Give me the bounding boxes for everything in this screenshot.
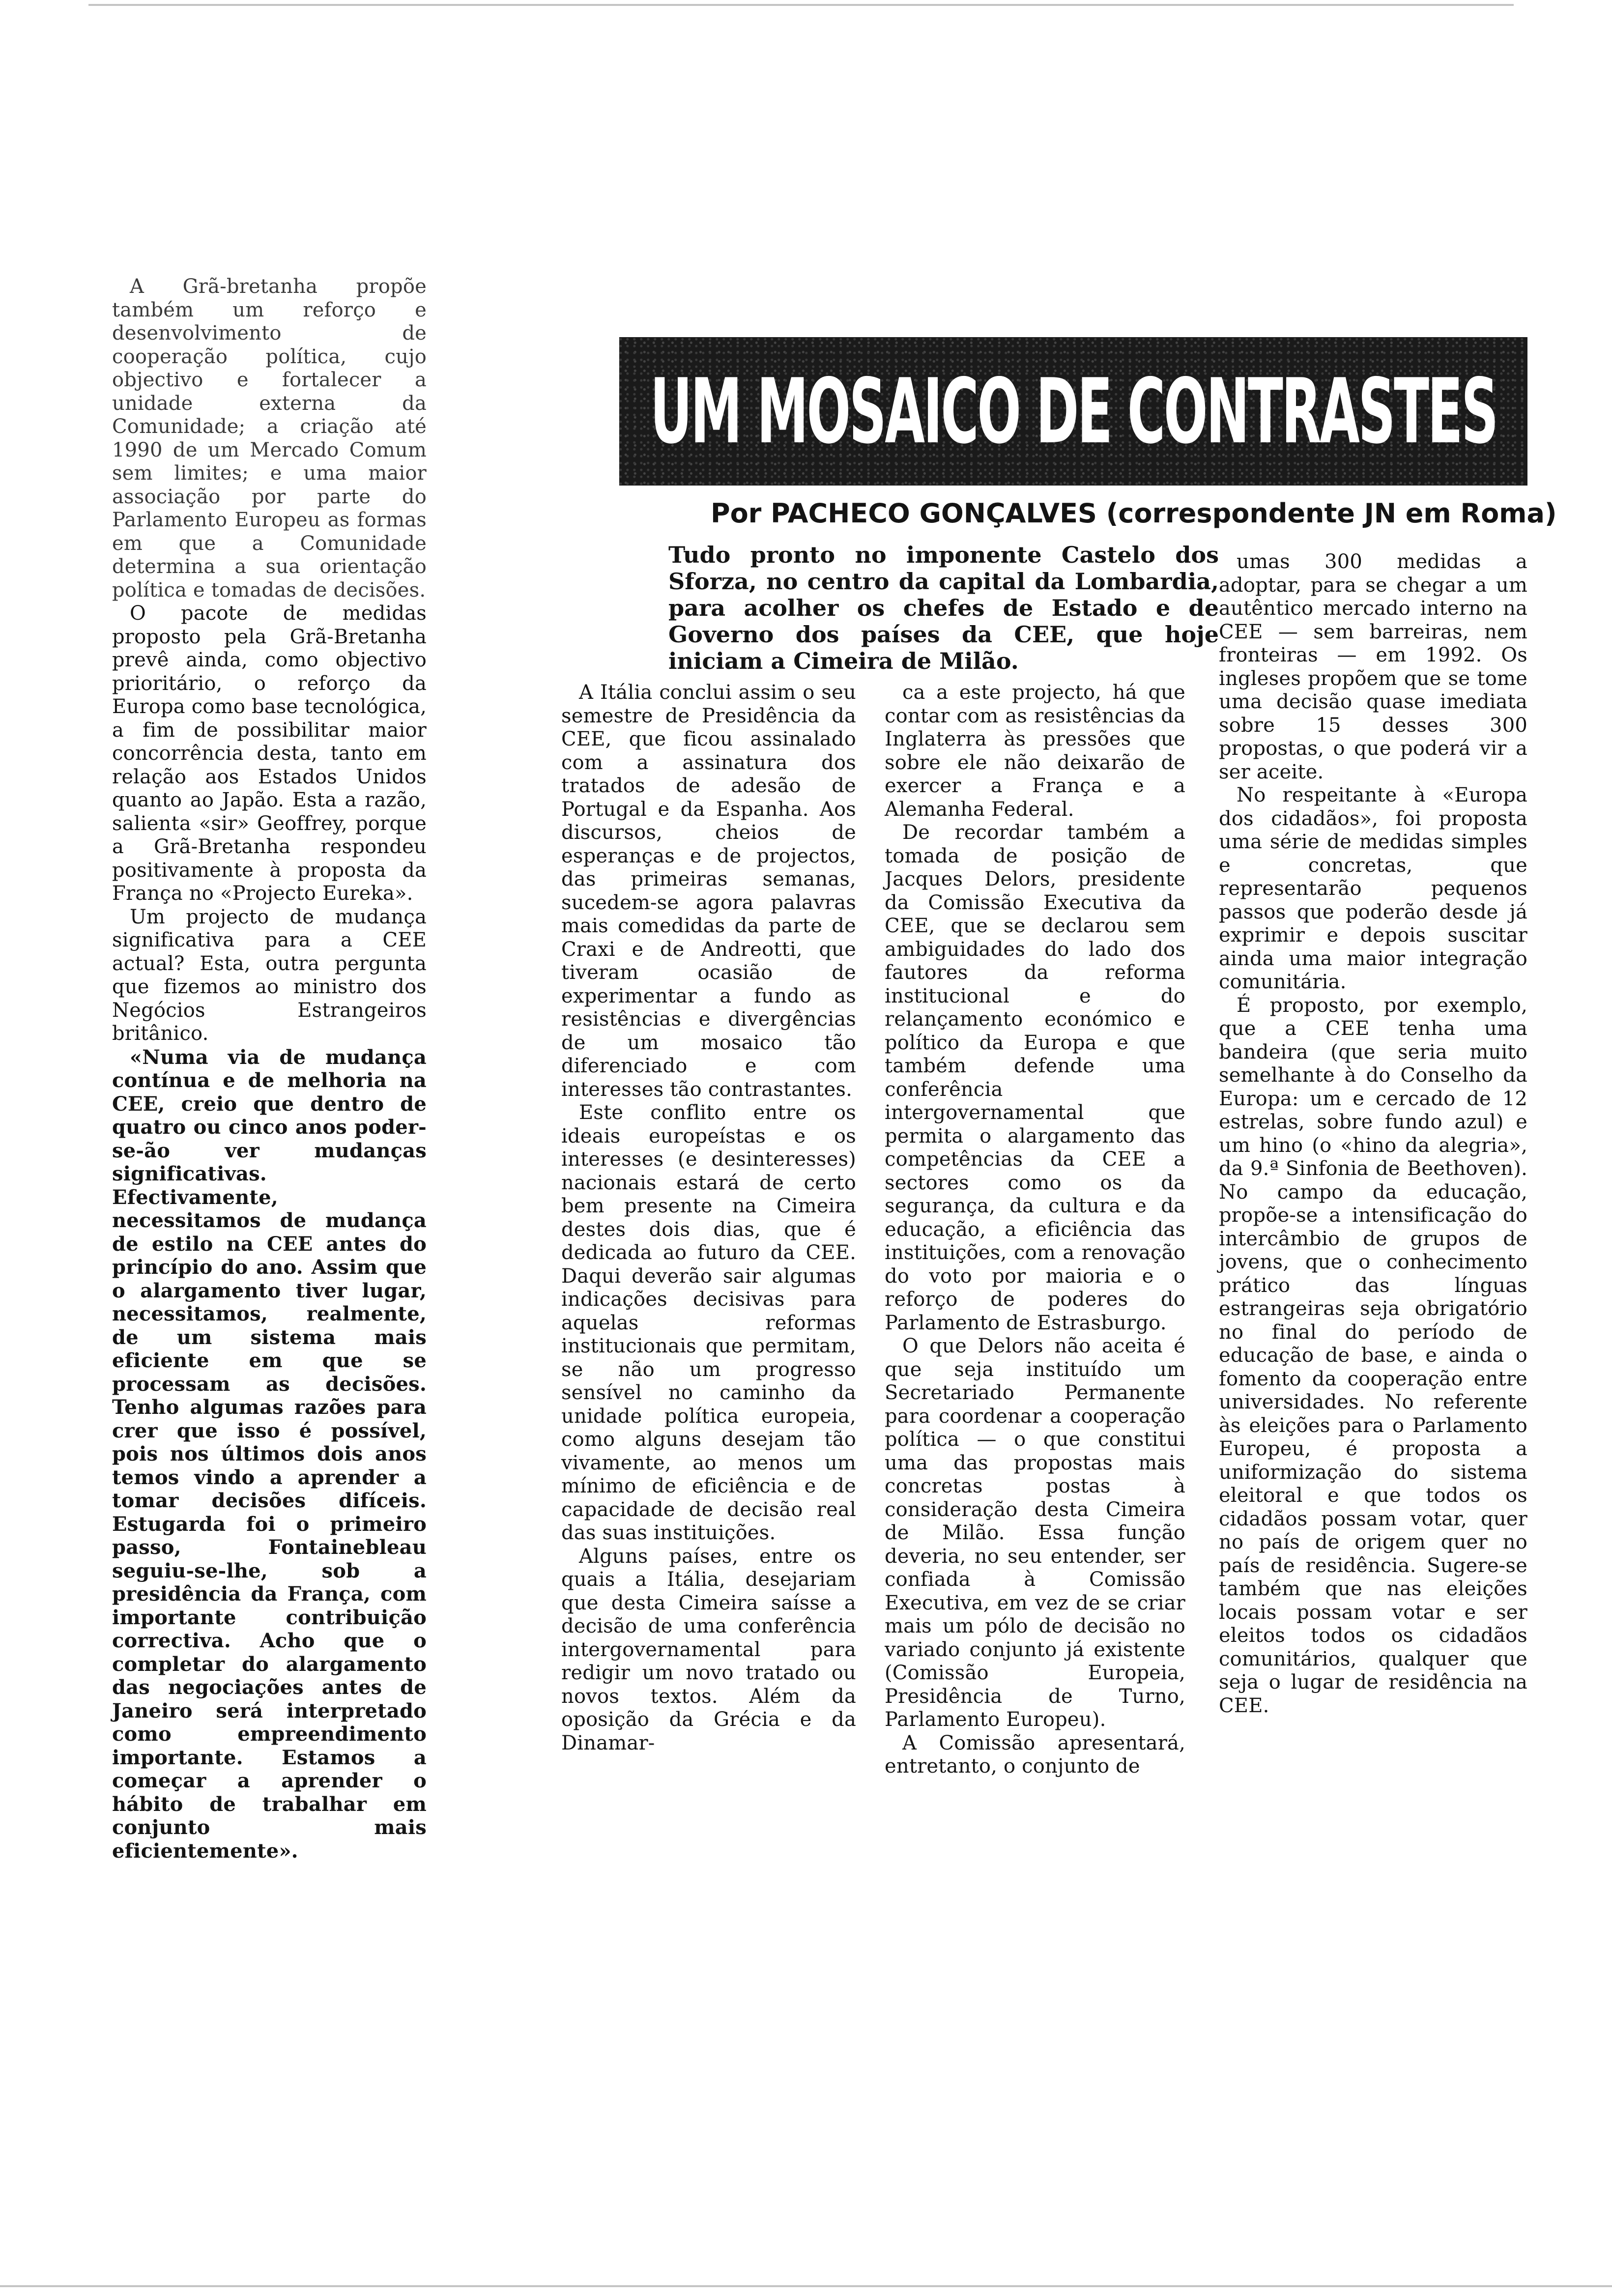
paragraph: Este conflito entre os ideais europeístas e os interesses (e desinteresses) nacionais estará de certo bem presente na Cimeira destes dois dias, que é dedicada ao futuro da CEE. Daqui deverão sair algumas indicações decisivas para aquelas reformas institucionais que permitam, se não um progresso sensível no caminho da unidade política europeia, como alguns desejam tão vivamente, ao menos um mínimo de eficiência e de capacidade de decisão real das suas instituições.: [561, 1101, 856, 1544]
paragraph: O que Delors não aceita é que seja instituído um Secretariado Permanente para coordenar a cooperação política — o que constitui uma das propostas mais concretas postas à consideração desta Cimeira de Milão. Essa função deveria, no seu entender, ser confiada à Comissão Executiva, em vez de se criar mais um pólo de decisão no variado conjunto já existente (Comissão Europeia, Presidência de Turno, Parlamento Europeu).: [885, 1335, 1185, 1731]
lead-paragraph: Tudo pronto no imponente Castelo dos Sforza, no centro da capital da Lombardia, para acolher os chefes de Estado e de Governo dos países da CEE, que hoje iniciam a Cimeira de Milão.: [668, 542, 1219, 674]
paragraph: No respeitante à «Europa dos cidadãos», foi proposta uma série de medidas simples e concretas, que representarão pequenos passos que poderão desde já exprimir e depois suscitar ainda uma maior integração comunitária.: [1219, 784, 1527, 993]
article-column-1: [561, 681, 856, 1755]
paragraph: Um projecto de mudança significativa para a CEE actual? Esta, outra pergunta que fizemos ao ministro dos Negócios Estrangeiros britânico.: [112, 905, 427, 1045]
scan-edge-bottom: [0, 2285, 1612, 2287]
paragraph: ca a este projecto, há que contar com as resistências da Inglaterra às pressões que sobre ele não deixarão de exercer a França e a Alemanha Federal.: [885, 681, 1185, 821]
article-column-3: [1219, 550, 1527, 1718]
headline-banner: [619, 337, 1527, 486]
headline: UM MOSAICO DE CONTRASTES: [650, 359, 1497, 463]
paragraph: De recordar também a tomada de posição de Jacques Delors, presidente da Comissão Executiva da CEE, que se declarou sem ambiguidades do lado dos fautores da reforma institucional e do relançamento económico e político da Europa e que também defende uma conferência intergovernamental que permita o alargamento das competências da CEE a sectores como os da segurança, da cultura e da educação, a eficiência das instituições, com a renovação do voto por maioria e o reforço de poderes do Parlamento de Estrasburgo.: [885, 821, 1185, 1334]
paragraph: A Comissão apresentará, entretanto, o conjunto de: [885, 1731, 1185, 1778]
article-column-left: [112, 275, 427, 1863]
article-column-2: [885, 681, 1185, 1779]
paragraph: A Grã-bretanha propõe também um reforço e desenvolvimento de cooperação política, cujo objectivo e fortalecer a unidade externa da Comunidade; a criação até 1990 de um Mercado Comum sem limites; e uma maior associação por parte do Parlamento Europeu as formas em que a Comunidade determina a sua orientação política e tomadas de decisões.: [112, 275, 427, 602]
paragraph: Alguns países, entre os quais a Itália, desejariam que desta Cimeira saísse a decisão de uma conferência intergovernamental para redigir um novo tratado ou novos textos. Além da oposição da Grécia e da Dinamar-: [561, 1545, 856, 1754]
paragraph: É proposto, por exemplo, que a CEE tenha uma bandeira (que seria muito semelhante à do Conselho da Europa: um e cercado de 12 estrelas, sobre fundo azul) e um hino (o «hino da alegria», da 9.ª Sinfonia de Beethoven). No campo da educação, propõe-se a intensificação do intercâmbio de grupos de jovens, que o conhecimento prático das línguas estrangeiras seja obrigatório no final do período de educação de base, e ainda o fomento da cooperação entre universidades. No referente às eleições para o Parlamento Europeu, é proposta a uniformização do sistema eleitoral e que todos os cidadãos possam votar, quer no país de origem quer no país de residência. Sugere-se também que nas eleições locais possam votar e ser eleitos todos os cidadãos comunitários, qualquer que seja o lugar de residência na CEE.: [1219, 994, 1527, 1717]
scan-edge-top: [88, 4, 1514, 6]
byline: Por PACHECO GONÇALVES (correspondente JN em Roma): [711, 498, 1557, 529]
paragraph: «Numa via de mudança contínua e de melhoria na CEE, creio que dentro de quatro ou cinco anos poder-se-ão ver mudanças significativas. Efectivamente, necessitamos de mudança de estilo na CEE antes do princípio do ano. Assim que o alargamento tiver lugar, necessitamos, realmente, de um sistema mais eficiente em que se processam as decisões. Tenho algumas razões para crer que isso é possível, pois nos últimos dois anos temos vindo a aprender a tomar decisões difíceis. Estugarda foi o primeiro passo, Fontainebleau seguiu-se-lhe, sob a presidência da França, com importante contribuição correctiva. Acho que o completar do alargamento das negociações antes de Janeiro será interpretado como empreendimento importante. Estamos a começar a aprender o hábito de trabalhar em conjunto mais eficientemente».: [112, 1045, 427, 1863]
paragraph: A Itália conclui assim o seu semestre de Presidência da CEE, que ficou assinalado com a assinatura dos tratados de adesão de Portugal e da Espanha. Aos discursos, cheios de esperanças e de projectos, das primeiras semanas, sucedem-se agora palavras mais comedidas da parte de Craxi e de Andreotti, que tiveram ocasião de experimentar a fundo as resistências e divergências de um mosaico tão diferenciado e com interesses tão contrastantes.: [561, 681, 856, 1101]
paragraph: umas 300 medidas a adoptar, para se chegar a um autêntico mercado interno na CEE — sem barreiras, nem fronteiras — em 1992. Os ingleses propõem que se tome uma decisão quase imediata sobre 15 desses 300 propostas, o que poderá vir a ser aceite.: [1219, 550, 1527, 783]
paragraph: O pacote de medidas proposto pela Grã-Bretanha prevê ainda, como objectivo prioritário, o reforço da Europa como base tecnológica, a fim de possibilitar maior concorrência desta, tanto em relação aos Estados Unidos quanto ao Japão. Esta a razão, salienta «sir» Geoffrey, porque a Grã-Bretanha respondeu positivamente à proposta da França no «Projecto Eureka».: [112, 602, 427, 905]
